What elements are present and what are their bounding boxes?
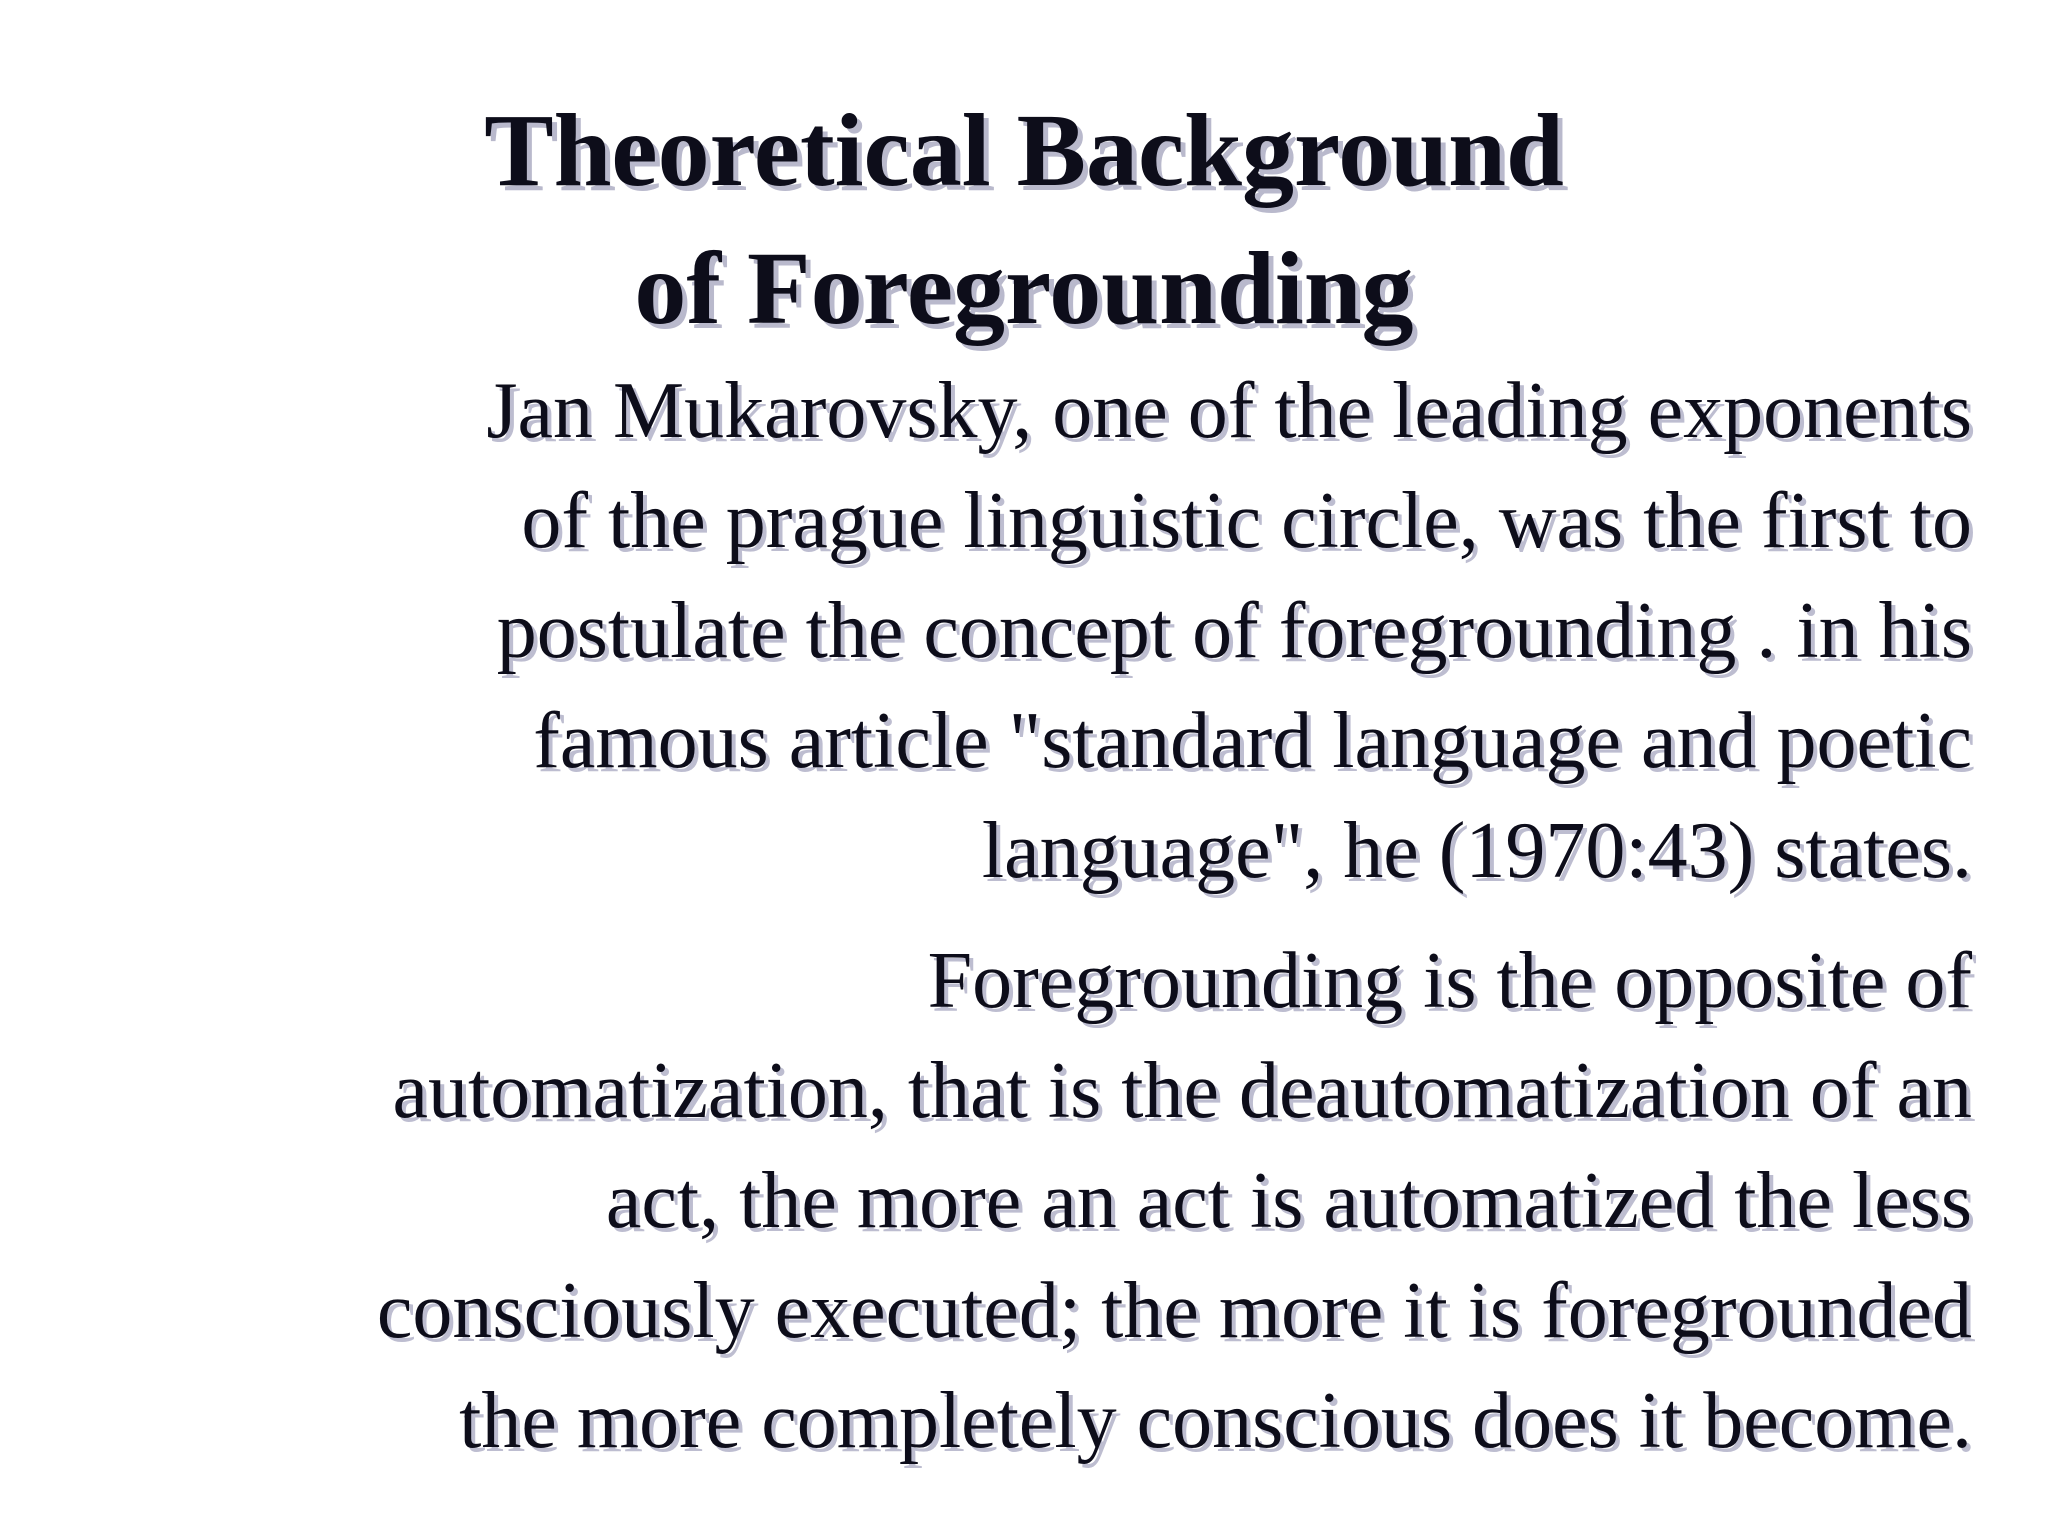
paragraph1-line-2: of the prague linguistic circle, was the first to [521,477,1972,565]
paragraph1-line-1: Jan Mukarovsky, one of the leading exponents [486,367,1972,455]
paragraph-mukarovsky [486,356,1972,906]
title-line-2: of Foregrounding [634,231,1414,346]
slide-title [0,82,2048,358]
paragraph2-line-1: Foregrounding is the opposite of [927,937,1972,1025]
paragraph2-line-3: act, the more an act is automatized the less [605,1157,1972,1245]
paragraph2-line-4: consciously executed; the more it is foregrounded [376,1267,1972,1355]
paragraph2-line-5: the more completely conscious does it become. [459,1377,1972,1465]
paragraph1-line-4: famous article "standard language and poetic [533,697,1972,785]
paragraph-quote [377,926,1972,1476]
paragraph1-line-3: postulate the concept of foregrounding . in his [496,587,1972,675]
paragraph1-line-5: language", he (1970:43) states. [981,807,1972,895]
title-line-1: Theoretical Background [484,93,1564,208]
paragraph2-line-2: automatization, that is the deautomatization of an [392,1047,1972,1135]
